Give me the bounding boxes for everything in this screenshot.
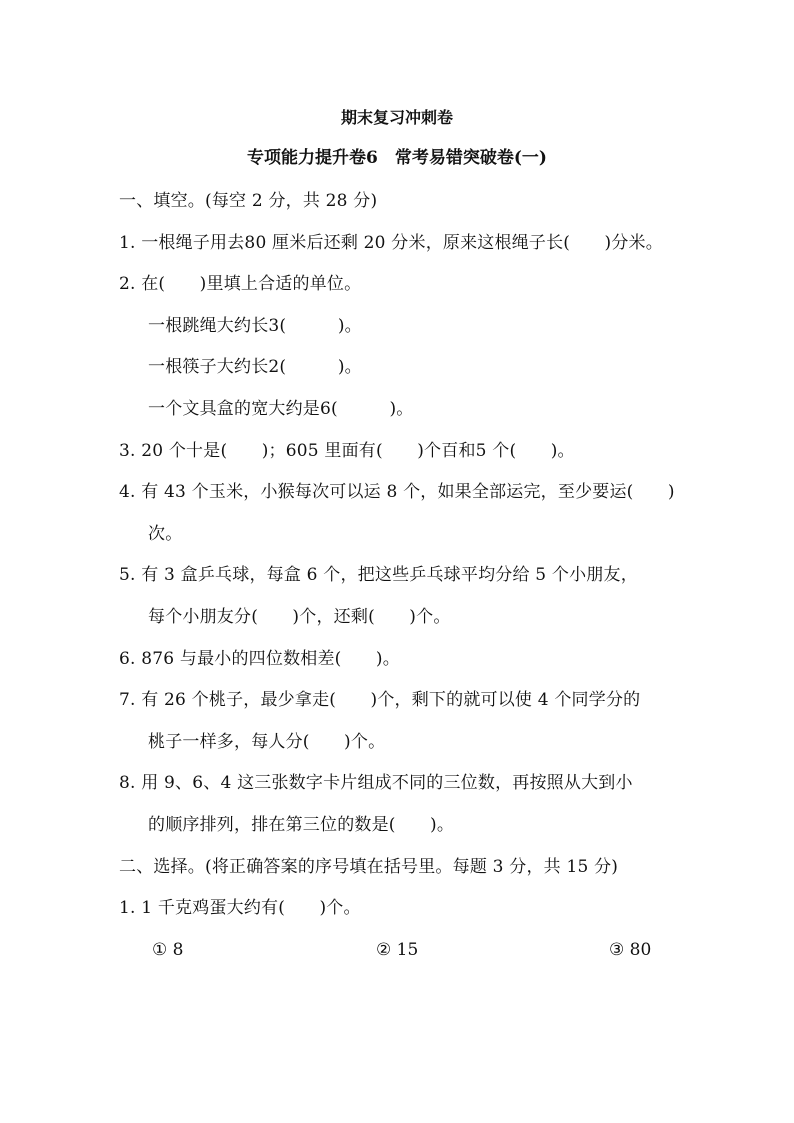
choice-question-1: 1. 1 千克鸡蛋大约有( )个。 bbox=[119, 898, 361, 918]
question-2: 2. 在( )里填上合适的单位。 bbox=[119, 274, 362, 294]
question-1: 1. 一根绳子用去80 厘米后还剩 20 分米，原来这根绳子长( )分米。 bbox=[119, 233, 663, 253]
section2-heading: 二、选择。(将正确答案的序号填在括号里。每题 3 分，共 15 分) bbox=[119, 857, 619, 877]
question-7: 7. 有 26 个桃子，最少拿走( )个，剩下的就可以使 4 个同学分的 bbox=[119, 690, 641, 710]
question-4-cont: 次。 bbox=[148, 524, 183, 544]
choice-option-2: ② 15 bbox=[376, 940, 419, 960]
page-subtitle: 专项能力提升卷6 常考易错突破卷(一) bbox=[247, 148, 547, 168]
question-4: 4. 有 43 个玉米，小猴每次可以运 8 个，如果全部运完，至少要运( ) bbox=[119, 482, 675, 502]
choice-option-1: ① 8 bbox=[152, 940, 184, 960]
question-3: 3. 20 个十是( )；605 里面有( )个百和5 个( )。 bbox=[119, 441, 575, 461]
question-6: 6. 876 与最小的四位数相差( )。 bbox=[119, 649, 400, 669]
question-5-cont: 每个小朋友分( )个，还剩( )个。 bbox=[148, 607, 451, 627]
question-8: 8. 用 9、6、4 这三张数字卡片组成不同的三位数，再按照从大到小 bbox=[119, 773, 633, 793]
question-5: 5. 有 3 盒乒乓球，每盒 6 个，把这些乒乓球平均分给 5 个小朋友， bbox=[119, 565, 638, 585]
page-title: 期末复习冲刺卷 bbox=[340, 108, 453, 127]
question-7-cont: 桃子一样多，每人分( )个。 bbox=[148, 732, 386, 752]
question-8-cont: 的顺序排列，排在第三位的数是( )。 bbox=[148, 815, 455, 835]
section1-heading: 一、填空。(每空 2 分，共 28 分) bbox=[119, 191, 378, 211]
choice-option-3: ③ 80 bbox=[609, 940, 652, 960]
question-2-item-a: 一根跳绳大约长3( )。 bbox=[148, 316, 362, 336]
question-2-item-b: 一根筷子大约长2( )。 bbox=[148, 357, 362, 377]
question-2-item-c: 一个文具盒的宽大约是6( )。 bbox=[148, 399, 414, 419]
